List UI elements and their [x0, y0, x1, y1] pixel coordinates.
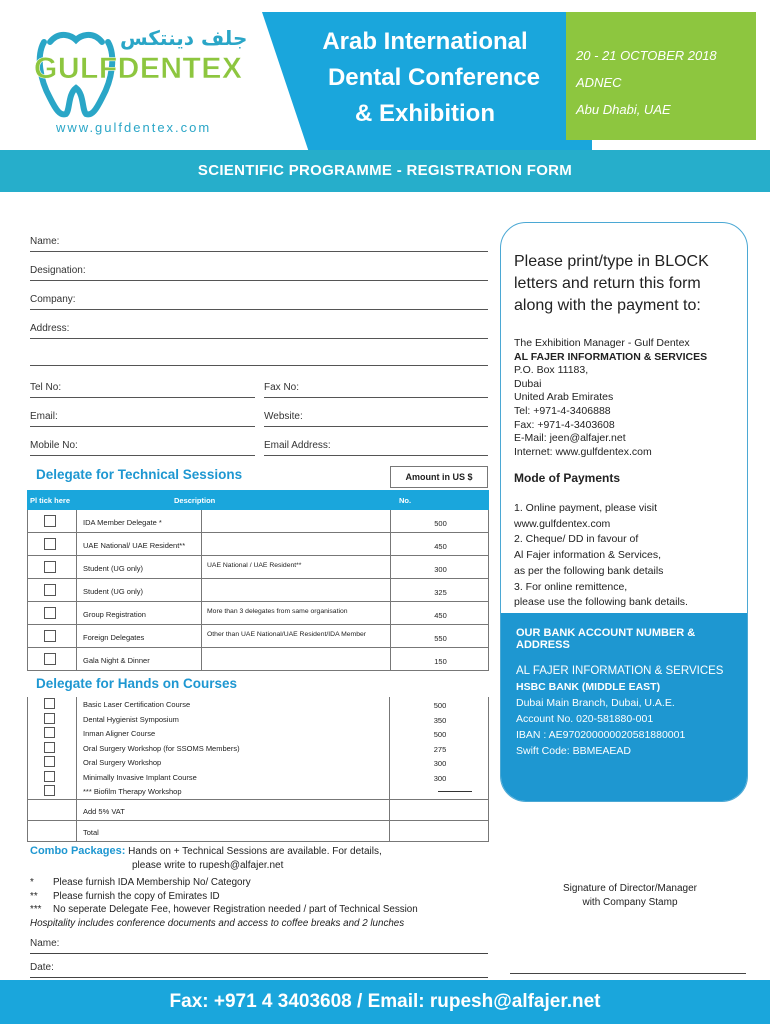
row-amount: 550 [390, 625, 490, 647]
row-note [202, 648, 390, 670]
row-amount: 325 [390, 579, 490, 601]
combo-packages: Combo Packages: Hands on + Technical Sessions are available. For details, please write to rupesh@alfajer.net [30, 845, 382, 871]
mailing-address: The Exhibition Manager - Gulf Dentex AL FAJER INFORMATION & SERVICES P.O. Box 11183, Dubai United Arab Emirates Tel: +971-4-3406888 Fax: +971-4-3403608 E-Mail: jeen@alfajer.net Internet: www.gulfdentex.com [514, 337, 708, 458]
course-name: Minimally Invasive Implant Course [76, 770, 390, 785]
tick-checkbox[interactable] [44, 785, 55, 796]
list-item [28, 784, 488, 799]
tick-checkbox[interactable] [44, 713, 55, 724]
total-label: Total [76, 821, 390, 841]
company-field[interactable]: Company: [30, 290, 488, 310]
mobile-field[interactable]: Mobile No: [30, 436, 255, 456]
tick-checkbox[interactable] [44, 561, 56, 573]
instructions-heading: Please print/type in BLOCK letters and return this form along with the payment to: [514, 253, 709, 314]
designation-field[interactable]: Designation: [30, 261, 488, 281]
course-name: Oral Surgery Workshop [76, 755, 390, 770]
tick-checkbox[interactable] [44, 653, 56, 665]
row-amount: 450 [390, 602, 490, 624]
row-description: Foreign Delegates [76, 625, 202, 647]
table-header: Pl tick here Description No. [27, 490, 489, 510]
course-amount: 275 [433, 744, 447, 754]
table-row [28, 602, 488, 625]
logo-arabic-text: جلف دينتكس [120, 26, 248, 50]
row-note: Other than UAE National/UAE Resident/IDA Member [207, 631, 367, 638]
website-link[interactable]: www.gulfdentex.com [56, 120, 212, 135]
bank-details: OUR BANK ACCOUNT NUMBER & ADDRESS AL FAJER INFORMATION & SERVICES HSBC BANK (MIDDLE EAST) Dubai Main Branch, Dubai, U.A.E. Account No. 020-581880-001 IBAN : AE970200000020581880001 Swift Code: BBMEAEAD [501, 613, 748, 802]
event-date: 20 - 21 OCTOBER 2018 [576, 48, 717, 63]
hands-on-title: Delegate for Hands on Courses [36, 676, 238, 691]
table-row [28, 648, 488, 671]
bottom-name-field[interactable]: Name: [30, 934, 488, 954]
event-title: Arab International Dental Conference & Exhibition [322, 28, 541, 127]
list-item [28, 712, 488, 727]
course-name: *** Biofilm Therapy Workshop [76, 784, 390, 799]
tick-checkbox[interactable] [44, 742, 55, 753]
row-amount: 300 [390, 556, 490, 578]
footer-contact: Fax: +971 4 3403608 / Email: rupesh@alfajer.net [0, 980, 770, 1024]
amount-header: Amount in US $ [390, 466, 488, 488]
mode-of-payments-list: 1. Online payment, please visit www.gulfdentex.com 2. Cheque/ DD in favour of Al Fajer information & Services, as per the following bank details 3. For online remittence, please use the following bank details. [514, 502, 688, 609]
tick-checkbox[interactable] [44, 756, 55, 767]
footnotes: * Please furnish IDA Membership No/ Category ** Please furnish the copy of Emirates ID *** No seperate Delegate Fee, however Registration needed / part of Technical Session Hospitality includes conference documents and access to coffee breaks and 2 lunches [30, 877, 418, 929]
list-item [28, 741, 488, 756]
course-name: Oral Surgery Workshop (for SSOMS Members) [76, 741, 390, 756]
tick-checkbox[interactable] [44, 607, 56, 619]
signature-label: Signature of Director/Manager with Company Stamp [563, 883, 697, 908]
row-note: More than 3 delegates from same organisation [207, 608, 348, 615]
table-row [28, 579, 488, 602]
tick-checkbox[interactable] [44, 771, 55, 782]
row-description: Group Registration [76, 602, 202, 624]
tick-checkbox[interactable] [44, 727, 55, 738]
technical-sessions-title: Delegate for Technical Sessions [36, 467, 243, 482]
event-city: Abu Dhabi, UAE [576, 102, 671, 117]
course-amount: 500 [433, 730, 447, 739]
logo-wordmark: GULFDENTEX [34, 52, 243, 85]
fax-field[interactable]: Fax No: [264, 378, 488, 398]
signature-line[interactable] [510, 973, 746, 974]
table-row [28, 556, 488, 579]
hospitality-note: Hospitality includes conference documents and access to coffee breaks and 2 lunches [30, 917, 405, 929]
payment-info-box [500, 222, 748, 802]
tel-field[interactable]: Tel No: [30, 378, 255, 398]
tick-checkbox[interactable] [44, 630, 56, 642]
row-amount: 450 [390, 533, 490, 555]
name-field[interactable]: Name: [30, 232, 488, 252]
row-description: Student (UG only) [76, 556, 202, 578]
course-amount: 350 [433, 715, 447, 725]
address-field-line2[interactable] [30, 346, 488, 366]
row-description: Gala Night & Dinner [76, 648, 202, 670]
row-amount: 500 [390, 510, 490, 532]
form-title: SCIENTIFIC PROGRAMME - REGISTRATION FORM [0, 150, 770, 192]
header [0, 0, 770, 150]
address-field[interactable]: Address: [30, 319, 488, 339]
email-field[interactable]: Email: [30, 407, 255, 427]
row-description: IDA Member Delegate * [76, 510, 202, 532]
tick-checkbox[interactable] [44, 584, 56, 596]
list-item [28, 755, 488, 770]
hands-on-table [27, 697, 489, 842]
course-name: Basic Laser Certification Course [76, 697, 390, 712]
course-name: Inman Aligner Course [76, 726, 390, 741]
row-note [202, 533, 390, 555]
table-row [28, 533, 488, 556]
vat-row [28, 799, 488, 820]
email-address-field[interactable]: Email Address: [264, 436, 488, 456]
tick-checkbox[interactable] [44, 538, 56, 550]
list-item [28, 726, 488, 741]
course-name: Dental Hygienist Symposium [76, 712, 390, 727]
bank-title: OUR BANK ACCOUNT NUMBER & ADDRESS [516, 627, 696, 651]
row-note: UAE National / UAE Resident** [207, 562, 302, 569]
tick-checkbox[interactable] [44, 698, 55, 709]
row-note [202, 579, 390, 601]
date-field[interactable]: Date: [30, 958, 488, 978]
event-details-banner [566, 12, 756, 140]
list-item [28, 697, 488, 712]
technical-sessions-table [27, 510, 489, 671]
website-field[interactable]: Website: [264, 407, 488, 427]
table-row [28, 625, 488, 648]
row-amount: 150 [390, 648, 490, 670]
course-amount: 300 [433, 759, 447, 768]
amount-dash [438, 791, 472, 792]
event-venue: ADNEC [576, 75, 622, 90]
list-item [28, 770, 488, 785]
course-amount: 300 [433, 773, 447, 783]
tick-checkbox[interactable] [44, 515, 56, 527]
row-description: UAE National/ UAE Resident** [76, 533, 202, 555]
vat-label: Add 5% VAT [76, 800, 390, 820]
row-description: Student (UG only) [76, 579, 202, 601]
total-row [28, 820, 488, 841]
mode-of-payments-title: Mode of Payments [514, 471, 621, 485]
row-note [202, 510, 390, 532]
table-row [28, 510, 488, 533]
course-amount: 500 [433, 701, 447, 710]
